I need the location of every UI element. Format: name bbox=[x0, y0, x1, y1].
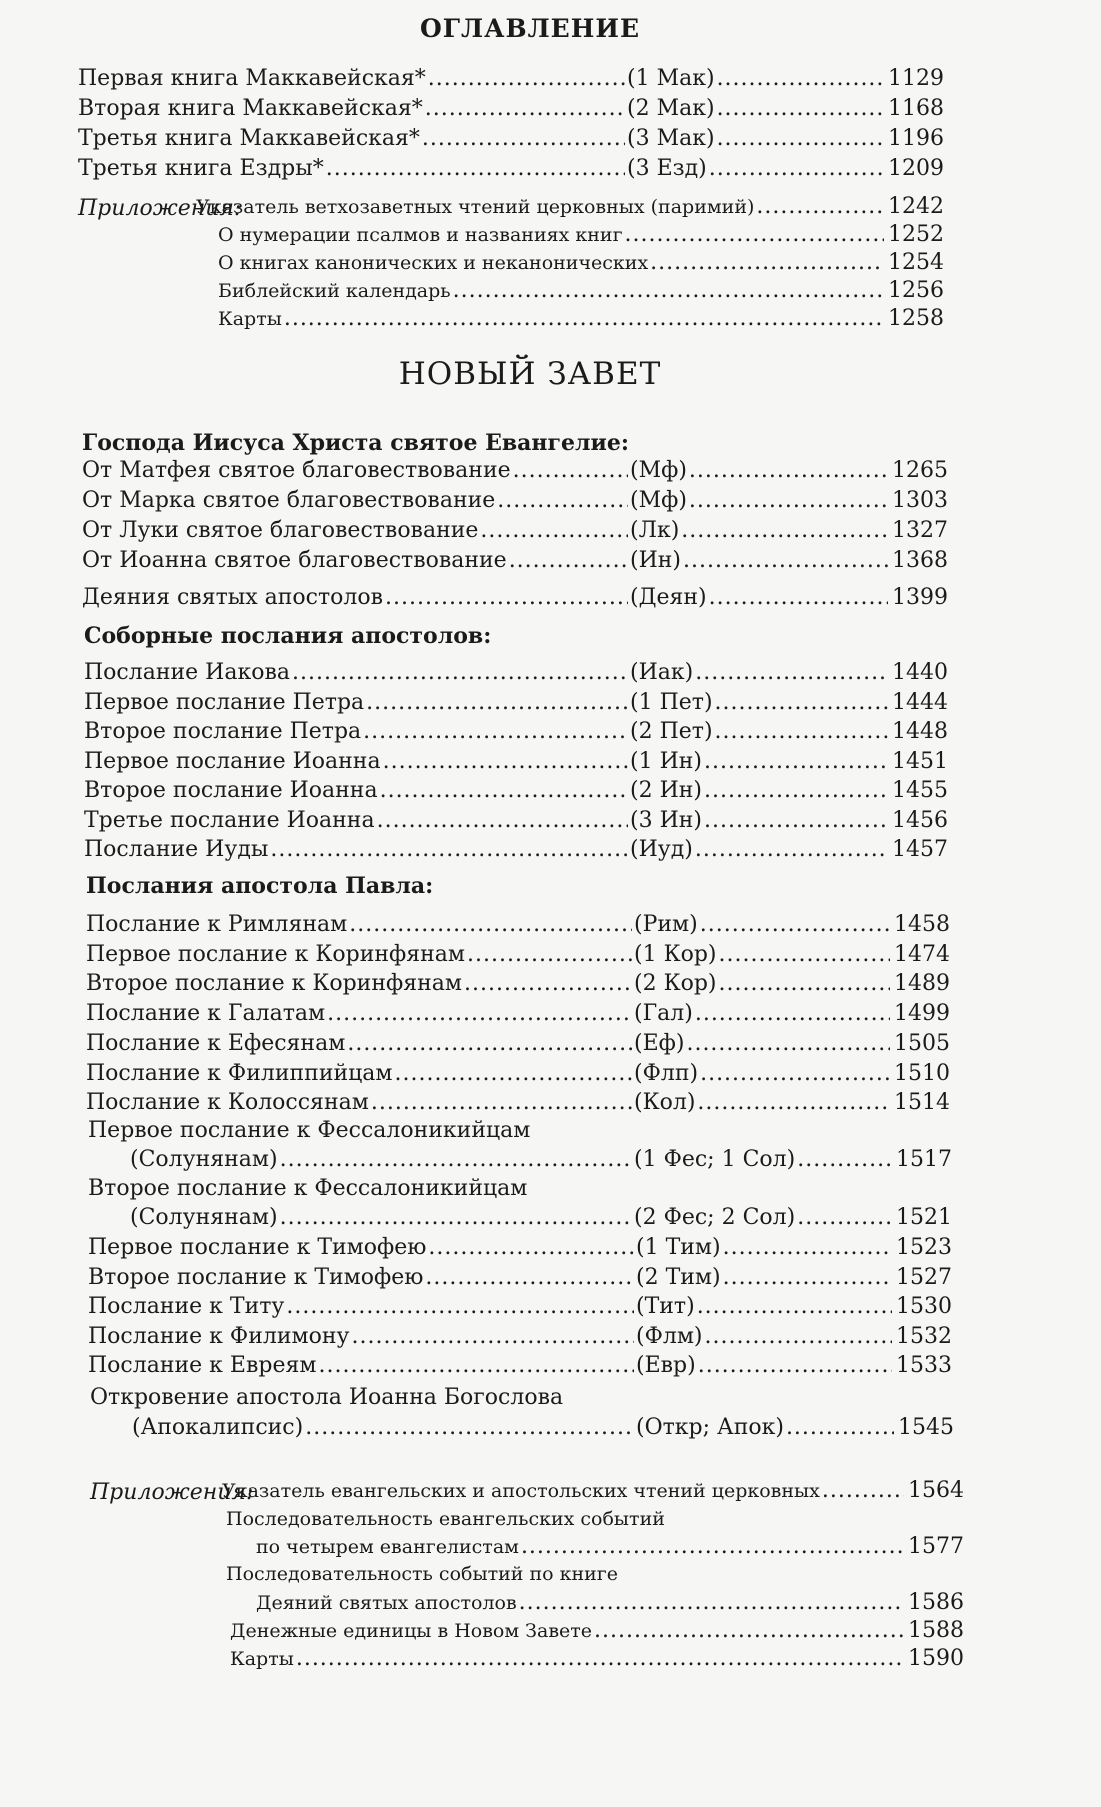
toc-entry bbox=[0, 518, 960, 544]
dot-leader bbox=[366, 690, 628, 716]
toc-entry bbox=[0, 278, 960, 304]
entry-page-number: 1242 bbox=[888, 194, 944, 219]
dot-leader bbox=[292, 660, 628, 686]
entry-title: Послание Иуды bbox=[84, 837, 269, 862]
entry-abbreviation: (2 Тим) bbox=[636, 1264, 721, 1290]
dot-leader bbox=[428, 66, 625, 92]
toc-entry bbox=[0, 1031, 960, 1057]
toc-entry bbox=[0, 1265, 960, 1291]
dot-leader bbox=[705, 1324, 892, 1350]
toc-entry bbox=[0, 1478, 964, 1504]
nt-title: НОВЫЙ ЗАВЕТ bbox=[398, 356, 662, 392]
dot-leader bbox=[383, 749, 628, 775]
entry-page-number: 1444 bbox=[892, 689, 948, 715]
entry-abbreviation: (Кол) bbox=[634, 1090, 696, 1116]
entry-title: Послание Иакова bbox=[84, 660, 290, 685]
entry-page-number: 1532 bbox=[896, 1323, 952, 1349]
entry-page-number: 1564 bbox=[908, 1478, 964, 1503]
entry-abbreviation: (Гал) bbox=[634, 1001, 693, 1027]
entry-page-number: 1327 bbox=[892, 518, 948, 543]
revelation-title-line1: Откровение апостола Иоанна Богослова bbox=[90, 1385, 564, 1410]
toc-entry bbox=[0, 548, 960, 574]
dot-leader bbox=[704, 749, 888, 775]
thess1-entry bbox=[0, 1147, 960, 1173]
dot-leader bbox=[284, 306, 884, 332]
entry-title: Первое послание к Тимофею bbox=[88, 1235, 427, 1260]
toc-entry bbox=[0, 306, 960, 332]
dot-leader bbox=[513, 458, 628, 484]
entry-title: Послание к Галатам bbox=[86, 1001, 326, 1027]
entry-title: Первое послание к Коринфянам bbox=[86, 941, 466, 967]
entry-title: Послание к Филиппийцам bbox=[86, 1060, 393, 1086]
entry-title: Деяний святых апостолов bbox=[256, 1592, 517, 1614]
entry-page-number: 1448 bbox=[892, 719, 948, 744]
entry-page-number: 1303 bbox=[892, 488, 948, 513]
dot-leader bbox=[717, 96, 884, 122]
toc-entry bbox=[0, 1294, 960, 1320]
entry-page-number: 1458 bbox=[894, 912, 950, 937]
dot-leader bbox=[480, 518, 628, 544]
toc-entry bbox=[0, 912, 960, 938]
entry-title: О книгах канонических и неканонических bbox=[218, 252, 649, 274]
appendix-item-line1: Последовательность евангельских событий bbox=[226, 1508, 665, 1530]
entry-page-number: 1456 bbox=[892, 807, 948, 833]
dot-leader bbox=[351, 1324, 634, 1350]
entry-abbreviation: (Флм) bbox=[636, 1323, 703, 1349]
dot-leader bbox=[797, 1205, 892, 1231]
entry-abbreviation: (3 Ин) bbox=[630, 807, 703, 833]
entry-abbreviation: (3 Мак) bbox=[627, 126, 715, 151]
dot-leader bbox=[697, 1294, 892, 1320]
toc-entry bbox=[0, 1618, 964, 1644]
entry-page-number: 1474 bbox=[894, 941, 950, 967]
dot-leader bbox=[349, 912, 632, 938]
entry-title: Третье послание Иоанна bbox=[84, 807, 375, 833]
toc-entry bbox=[0, 1590, 964, 1616]
dot-leader bbox=[371, 1090, 632, 1116]
dot-leader bbox=[326, 156, 625, 182]
entry-title: Послание к Евреям bbox=[88, 1353, 317, 1378]
entry-abbreviation: (2 Кор) bbox=[634, 971, 717, 997]
dot-leader bbox=[683, 548, 888, 574]
entry-page-number: 1258 bbox=[888, 306, 944, 331]
entry-title: Первое послание Петра bbox=[84, 689, 365, 715]
entry-page-number: 1586 bbox=[908, 1590, 964, 1615]
dot-leader bbox=[723, 1235, 892, 1261]
dot-leader bbox=[521, 1534, 904, 1560]
entry-title: Второе послание к Коринфянам bbox=[86, 971, 462, 997]
entry-title: От Матфея святое благовествование bbox=[82, 458, 511, 483]
entry-title: Второе послание Иоанна bbox=[84, 778, 378, 803]
dot-leader bbox=[704, 778, 888, 804]
entry-title: (Солунянам) bbox=[130, 1147, 278, 1172]
entry-page-number: 1168 bbox=[888, 96, 944, 121]
entry-page-number: 1457 bbox=[892, 837, 948, 862]
toc-entry bbox=[0, 66, 960, 92]
dot-leader bbox=[717, 126, 884, 152]
entry-title: Послание к Римлянам bbox=[86, 912, 348, 937]
entry-page-number: 1252 bbox=[888, 222, 944, 247]
entry-title: (Солунянам) bbox=[130, 1205, 278, 1230]
entry-title: Послание к Ефесянам bbox=[86, 1030, 346, 1056]
entry-abbreviation: (1 Фес; 1 Сол) bbox=[634, 1147, 796, 1172]
toc-entry bbox=[0, 1353, 960, 1379]
dot-leader bbox=[689, 458, 888, 484]
entry-abbreviation: (Мф) bbox=[630, 488, 687, 513]
dot-leader bbox=[719, 942, 890, 968]
dot-leader bbox=[715, 690, 888, 716]
toc-entry bbox=[0, 194, 960, 220]
entry-abbreviation: (Тит) bbox=[636, 1294, 695, 1319]
entry-title: Первая книга Маккавейская* bbox=[78, 66, 426, 91]
entry-page-number: 1368 bbox=[892, 548, 948, 573]
entry-title: Послание к Колоссянам bbox=[86, 1090, 369, 1116]
entry-page-number: 1517 bbox=[896, 1147, 952, 1172]
dot-leader bbox=[318, 1353, 634, 1379]
entry-title: Третья книга Ездры* bbox=[78, 156, 324, 181]
toc-entry bbox=[0, 1324, 960, 1350]
entry-title: От Иоанна святое благовествование bbox=[82, 548, 507, 573]
entry-page-number: 1588 bbox=[908, 1618, 964, 1643]
toc-entry bbox=[0, 1534, 964, 1560]
toc-entry bbox=[0, 1090, 960, 1116]
entry-page-number: 1209 bbox=[888, 156, 944, 181]
toc-entry bbox=[0, 808, 960, 834]
dot-leader bbox=[296, 1646, 904, 1672]
thess2-entry bbox=[0, 1205, 960, 1231]
toc-entry bbox=[0, 690, 960, 716]
dot-leader bbox=[689, 488, 888, 514]
entry-abbreviation: (1 Мак) bbox=[627, 66, 715, 91]
entry-title: Библейский календарь bbox=[218, 280, 451, 302]
toc-entry bbox=[0, 660, 960, 686]
dot-leader bbox=[347, 1031, 632, 1057]
toc-entry bbox=[0, 971, 960, 997]
dot-leader bbox=[709, 585, 888, 611]
dot-leader bbox=[704, 808, 888, 834]
dot-leader bbox=[698, 1353, 892, 1379]
entry-title: Второе послание к Тимофею bbox=[88, 1264, 424, 1290]
dot-leader bbox=[422, 126, 625, 152]
entry-title: Указатель ветхозаветных чтений церковных (паримий) bbox=[196, 196, 755, 218]
entry-title: Третья книга Маккавейская* bbox=[78, 126, 420, 151]
dot-leader bbox=[270, 837, 628, 863]
entry-page-number: 1499 bbox=[894, 1001, 950, 1027]
dot-leader bbox=[327, 1001, 632, 1027]
entry-page-number: 1265 bbox=[892, 458, 948, 483]
toc-entry bbox=[0, 458, 960, 484]
toc-entry bbox=[0, 778, 960, 804]
entry-abbreviation: (1 Тим) bbox=[636, 1235, 721, 1260]
entry-page-number: 1521 bbox=[896, 1205, 952, 1230]
toc-entry bbox=[0, 222, 960, 248]
entry-page-number: 1254 bbox=[888, 250, 944, 275]
entry-title: Послание к Титу bbox=[88, 1294, 285, 1319]
entry-page-number: 1489 bbox=[894, 971, 950, 997]
entry-title: О нумерации псалмов и названиях книг bbox=[218, 224, 623, 246]
revelation-entry bbox=[0, 1415, 960, 1441]
entry-title: Послание к Филимону bbox=[88, 1323, 350, 1349]
dot-leader bbox=[280, 1147, 632, 1173]
toc-entry bbox=[0, 837, 960, 863]
entry-abbreviation: (Ин) bbox=[630, 548, 682, 573]
entry-abbreviation: (Мф) bbox=[630, 458, 687, 483]
entry-title: Карты bbox=[218, 308, 282, 330]
dot-leader bbox=[453, 278, 884, 304]
dot-leader bbox=[425, 1265, 634, 1291]
entry-abbreviation: (2 Ин) bbox=[630, 778, 703, 803]
entry-title: Указатель евангельских и апостольских чтений церковных bbox=[222, 1480, 820, 1502]
dot-leader bbox=[786, 1415, 894, 1441]
dot-leader bbox=[428, 1235, 634, 1261]
entry-page-number: 1590 bbox=[908, 1646, 964, 1671]
appendix-label: Приложения: bbox=[90, 1480, 254, 1505]
dot-leader bbox=[385, 585, 628, 611]
dot-leader bbox=[719, 971, 890, 997]
entry-page-number: 1256 bbox=[888, 278, 944, 303]
entry-abbreviation: (Рим) bbox=[634, 912, 698, 937]
dot-leader bbox=[697, 1090, 890, 1116]
entry-abbreviation: (Флп) bbox=[634, 1060, 699, 1086]
entry-page-number: 1196 bbox=[888, 126, 944, 151]
entry-page-number: 1514 bbox=[894, 1090, 950, 1116]
entry-abbreviation: (Лк) bbox=[630, 518, 680, 543]
dot-leader bbox=[395, 1061, 632, 1087]
entry-page-number: 1440 bbox=[892, 660, 948, 685]
entry-page-number: 1505 bbox=[894, 1030, 950, 1056]
toc-entry bbox=[0, 719, 960, 745]
entry-title: От Луки святое благовествование bbox=[82, 518, 479, 543]
entry-abbreviation: (Иак) bbox=[630, 660, 694, 685]
entry-title: Вторая книга Маккавейская* bbox=[78, 96, 423, 121]
entry-abbreviation: (Деян) bbox=[630, 585, 707, 610]
dot-leader bbox=[717, 66, 884, 92]
dot-leader bbox=[695, 660, 888, 686]
gospels-heading: Господа Иисуса Христа святое Евангелие: bbox=[82, 430, 629, 456]
toc-entry bbox=[0, 96, 960, 122]
dot-leader bbox=[377, 808, 628, 834]
dot-leader bbox=[797, 1147, 892, 1173]
dot-leader bbox=[594, 1618, 904, 1644]
dot-leader bbox=[723, 1265, 892, 1291]
dot-leader bbox=[700, 912, 890, 938]
catholic-epistles-heading: Соборные послания апостолов: bbox=[84, 623, 492, 649]
entry-abbreviation: (1 Ин) bbox=[630, 748, 703, 774]
acts-entry bbox=[0, 585, 960, 611]
entry-page-number: 1527 bbox=[896, 1264, 952, 1290]
dot-leader bbox=[756, 194, 884, 220]
dot-leader bbox=[686, 1031, 890, 1057]
dot-leader bbox=[625, 222, 884, 248]
entry-title: Карты bbox=[230, 1648, 294, 1670]
entry-abbreviation: (1 Кор) bbox=[634, 941, 717, 967]
entry-abbreviation: (3 Езд) bbox=[627, 156, 707, 181]
entry-page-number: 1510 bbox=[894, 1060, 950, 1086]
entry-page-number: 1533 bbox=[896, 1353, 952, 1378]
entry-abbreviation: (Еф) bbox=[634, 1030, 685, 1056]
entry-title: От Марка святое благовествование bbox=[82, 488, 496, 513]
dot-leader bbox=[695, 837, 888, 863]
entry-title: Деяния святых апостолов bbox=[82, 585, 384, 610]
entry-page-number: 1129 bbox=[888, 66, 944, 91]
entry-title: (Апокалипсис) bbox=[132, 1415, 304, 1440]
toc-entry bbox=[0, 250, 960, 276]
dot-leader bbox=[380, 778, 628, 804]
entry-abbreviation: (1 Пет) bbox=[630, 689, 713, 715]
entry-page-number: 1451 bbox=[892, 748, 948, 774]
dot-leader bbox=[305, 1415, 634, 1441]
thess2-title-line1: Второе послание к Фессалоникийцам bbox=[88, 1176, 528, 1201]
pauline-epistles-heading: Послания апостола Павла: bbox=[86, 873, 434, 899]
toc-entry bbox=[0, 1001, 960, 1027]
dot-leader bbox=[650, 250, 884, 276]
dot-leader bbox=[363, 719, 628, 745]
dot-leader bbox=[286, 1294, 634, 1320]
dot-leader bbox=[695, 1001, 890, 1027]
toc-entry bbox=[0, 1646, 964, 1672]
dot-leader bbox=[425, 96, 625, 122]
toc-entry bbox=[0, 126, 960, 152]
entry-page-number: 1530 bbox=[896, 1294, 952, 1319]
dot-leader bbox=[519, 1590, 904, 1616]
dot-leader bbox=[700, 1061, 890, 1087]
entry-title: Первое послание Иоанна bbox=[84, 748, 381, 774]
toc-entry bbox=[0, 942, 960, 968]
entry-page-number: 1455 bbox=[892, 778, 948, 803]
dot-leader bbox=[467, 942, 632, 968]
toc-entry bbox=[0, 1235, 960, 1261]
dot-leader bbox=[464, 971, 632, 997]
entry-abbreviation: (Иуд) bbox=[630, 837, 693, 862]
toc-entry bbox=[0, 749, 960, 775]
appendix-item-line1: Последовательность событий по книге bbox=[226, 1563, 618, 1585]
entry-abbreviation: (2 Мак) bbox=[627, 96, 715, 121]
entry-title: Денежные единицы в Новом Завете bbox=[230, 1620, 593, 1642]
entry-abbreviation: (2 Пет) bbox=[630, 719, 713, 744]
toc-entry bbox=[0, 488, 960, 514]
entry-title: по четырем евангелистам bbox=[256, 1536, 519, 1558]
entry-page-number: 1399 bbox=[892, 585, 948, 610]
dot-leader bbox=[497, 488, 628, 514]
appendix-label: Приложения: bbox=[78, 196, 242, 221]
entry-page-number: 1577 bbox=[908, 1534, 964, 1559]
entry-page-number: 1545 bbox=[898, 1415, 954, 1440]
entry-page-number: 1523 bbox=[896, 1235, 952, 1260]
entry-abbreviation: (2 Фес; 2 Сол) bbox=[634, 1205, 796, 1230]
entry-abbreviation: (Евр) bbox=[636, 1353, 696, 1378]
dot-leader bbox=[709, 156, 884, 182]
dot-leader bbox=[280, 1205, 632, 1231]
dot-leader bbox=[509, 548, 628, 574]
dot-leader bbox=[822, 1478, 904, 1504]
entry-abbreviation: (Откр; Апок) bbox=[636, 1415, 784, 1440]
entry-title: Второе послание Петра bbox=[84, 719, 362, 744]
toc-entry bbox=[0, 1061, 960, 1087]
dot-leader bbox=[681, 518, 888, 544]
toc-title: ОГЛАВЛЕНИЕ bbox=[419, 14, 641, 43]
toc-entry bbox=[0, 156, 960, 182]
thess1-title-line1: Первое послание к Фессалоникийцам bbox=[88, 1118, 531, 1143]
dot-leader bbox=[715, 719, 888, 745]
